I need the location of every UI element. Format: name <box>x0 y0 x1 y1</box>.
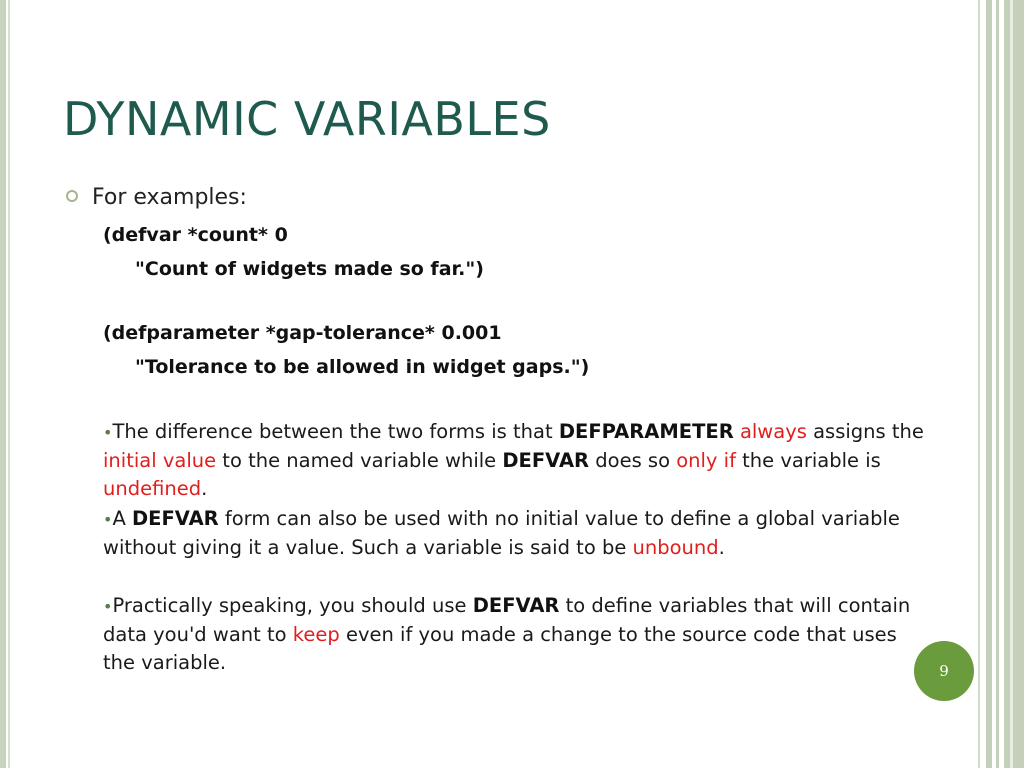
bullet-paragraph-1 <box>103 418 933 503</box>
text: . <box>201 477 208 500</box>
emphasis-initial-value: initial value <box>103 449 217 472</box>
text: A <box>112 507 132 530</box>
keyword-defvar: DEFVAR <box>472 594 560 617</box>
text: even if you made a change to the source code that uses the variable. <box>103 623 897 674</box>
text: to define variables that will contain data you'd want to <box>103 594 911 646</box>
frame-left-line <box>8 0 10 768</box>
code-line-2: "Count of widgets made so far.") <box>135 258 484 280</box>
text: to the named variable while <box>216 449 503 472</box>
frame-right-bar <box>1004 0 1024 768</box>
frame-right-line <box>978 0 980 768</box>
text: assigns the <box>806 420 924 443</box>
code-line-3: (defparameter *gap-tolerance* 0.001 <box>103 322 502 344</box>
text: does so <box>589 449 677 472</box>
intro-bullet <box>66 185 247 210</box>
emphasis-always: always <box>739 420 807 443</box>
emphasis-only-if: only if <box>676 449 736 472</box>
emphasis-undefined: undefined <box>103 477 202 500</box>
text: the variable is <box>735 449 881 472</box>
bullet-dot-icon: • <box>103 423 113 442</box>
code-line-1: (defvar *count* 0 <box>103 224 288 246</box>
keyword-defvar: DEFVAR <box>131 507 219 530</box>
bullet-paragraph-2 <box>103 505 933 562</box>
bullet-dot-icon: • <box>103 510 113 529</box>
slide-title: DYNAMIC VARIABLES <box>63 92 551 146</box>
circle-bullet-icon <box>66 190 78 202</box>
emphasis-unbound: unbound <box>632 536 719 559</box>
bullet-dot-icon: • <box>103 597 113 616</box>
text: The difference between the two forms is that <box>112 420 559 443</box>
frame-left-bar <box>0 0 6 768</box>
emphasis-keep: keep <box>292 623 340 646</box>
text: Practically speaking, you should use <box>112 594 473 617</box>
bullet-paragraph-3 <box>103 592 933 677</box>
code-line-4: "Tolerance to be allowed in widget gaps.") <box>135 356 590 378</box>
page-number-badge: 9 <box>914 641 974 701</box>
frame-right-bar <box>986 0 992 768</box>
frame-right-highlight <box>1010 0 1013 768</box>
frame-right-bar <box>996 0 999 768</box>
intro-text: For examples: <box>92 185 247 210</box>
text: form can also be used with no initial value to define a global variable without giving it a value. Such a variable is said to be <box>103 507 900 559</box>
text: . <box>718 536 725 559</box>
keyword-defparameter: DEFPARAMETER <box>558 420 734 443</box>
keyword-defvar: DEFVAR <box>502 449 590 472</box>
